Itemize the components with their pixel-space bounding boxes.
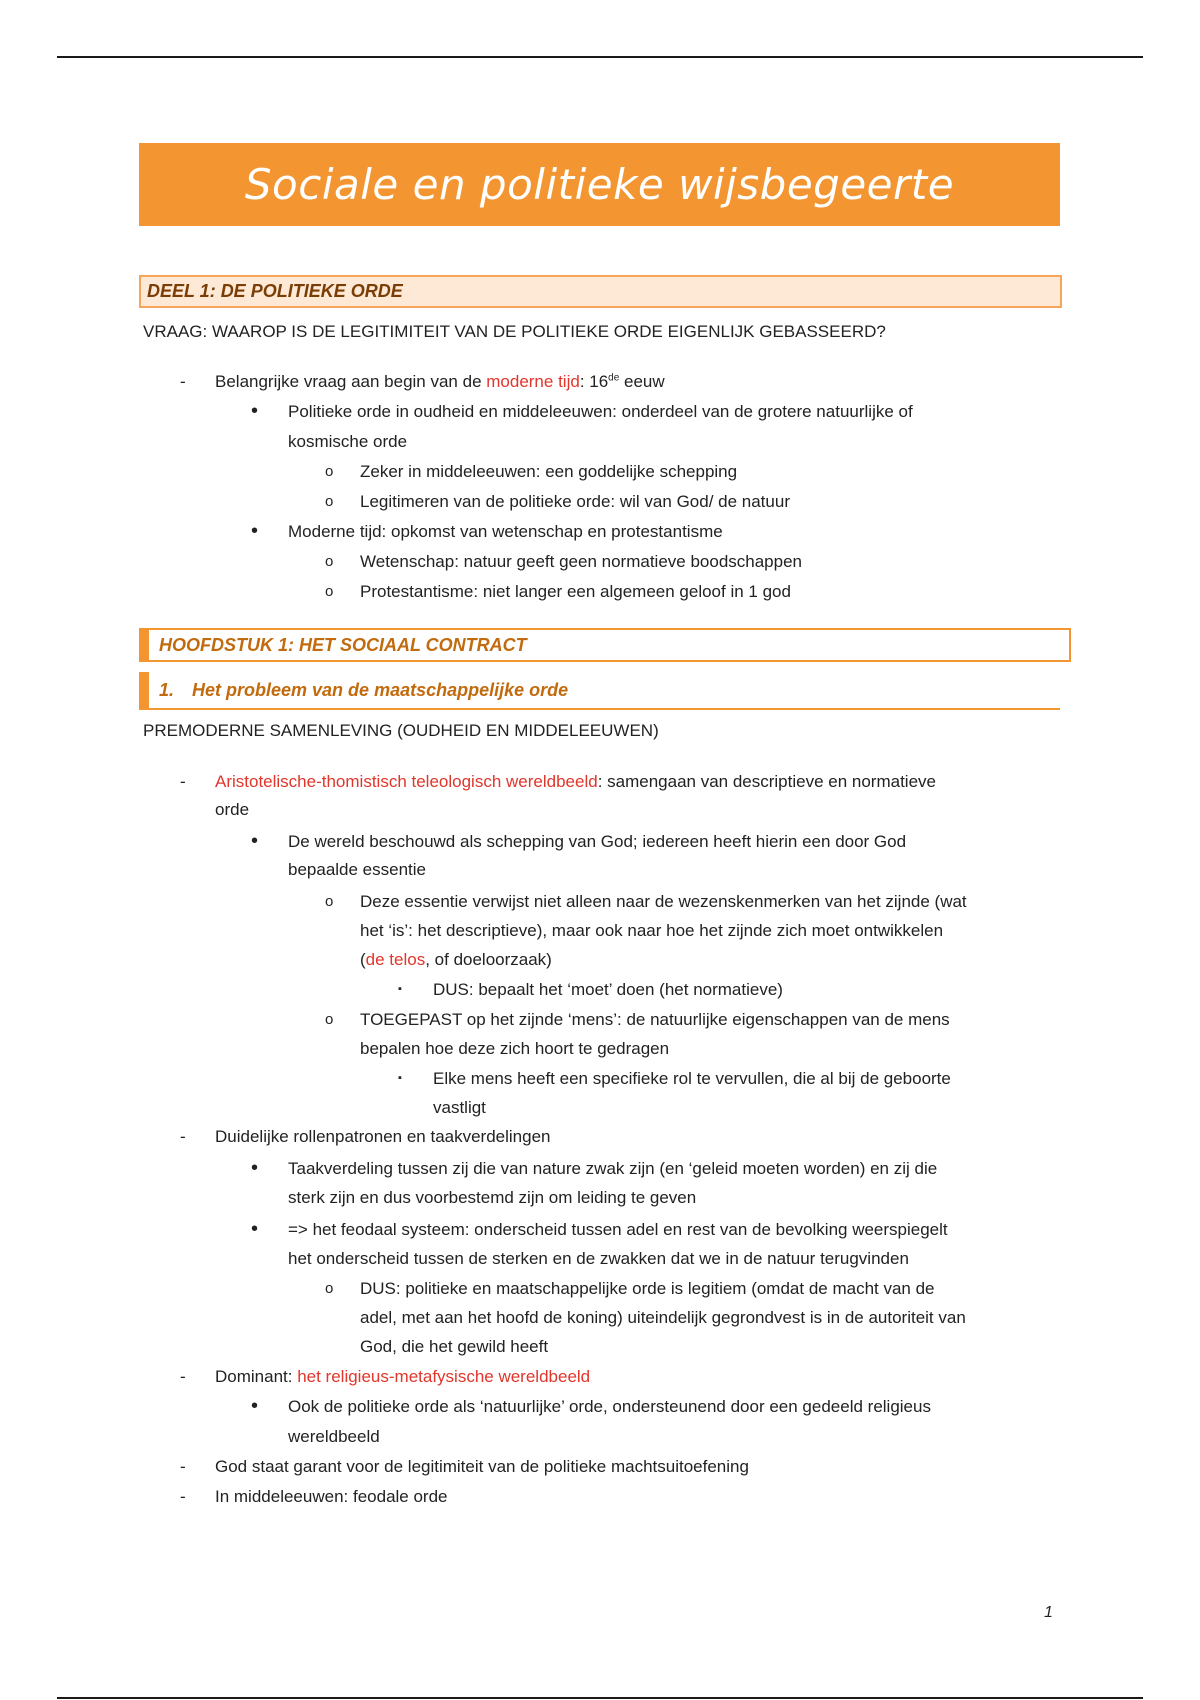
list-item: De wereld beschouwd als schepping van God; iedereen heeft hierin een door God	[288, 832, 907, 851]
page-number: 1	[1044, 1604, 1053, 1621]
list-item-continuation: orde	[215, 800, 250, 819]
question-line: VRAAG: WAAROP IS DE LEGITIMITEIT VAN DE POLITIEKE ORDE EIGENLIJK GEBASSEERD?	[143, 322, 886, 341]
section-heading-text: Het probleem van de maatschappelijke orde	[192, 679, 569, 700]
list-item: Protestantisme: niet langer een algemeen geloof in 1 god	[360, 582, 791, 601]
list-item-continuation: het ‘is’: het descriptieve), maar ook naar hoe het zijnde zich moet ontwikkelen	[360, 921, 944, 940]
list-item: DUS: politieke en maatschappelijke orde is legitiem (omdat de macht van de	[360, 1279, 935, 1298]
bullet-marker: •	[251, 1395, 259, 1417]
list-item-continuation: het onderscheid tussen de sterken en de zwakken dat we in de natuur terugvinden	[288, 1249, 909, 1268]
text-fragment: , of doeloorzaak)	[425, 950, 552, 969]
list-item-continuation: sterk zijn en dus voorbestemd zijn om leiding te geven	[288, 1188, 697, 1207]
section-number: 1.	[159, 679, 175, 700]
list-item	[215, 367, 665, 396]
section-heading	[139, 672, 1060, 710]
list-item	[215, 767, 936, 796]
bullet-marker: •	[251, 1218, 259, 1240]
circle-marker: o	[325, 893, 334, 910]
list-item-continuation: God, die het gewild heeft	[360, 1337, 549, 1356]
circle-marker: o	[325, 463, 334, 480]
square-marker: ▪	[398, 983, 402, 995]
part-heading	[139, 275, 1062, 308]
list-item: Deze essentie verwijst niet alleen naar de wezenskenmerken van het zijnde (wat	[360, 892, 967, 911]
title-banner	[139, 143, 1060, 226]
list-item: God staat garant voor de legitimiteit van de politieke machtsuitoefening	[215, 1457, 749, 1476]
footer-rule	[57, 1697, 1143, 1699]
list-item: Elke mens heeft een specifieke rol te vervullen, die al bij de geboorte	[433, 1069, 951, 1088]
list-item-continuation	[360, 945, 552, 974]
bullet-marker: •	[251, 830, 259, 852]
list-item	[215, 1362, 590, 1391]
dash-marker: -	[180, 1487, 186, 1506]
dash-marker: -	[180, 1367, 186, 1386]
circle-marker: o	[325, 493, 334, 510]
highlighted-term: moderne tijd	[486, 372, 580, 391]
list-item: Politieke orde in oudheid en middeleeuwen: onderdeel van de grotere natuurlijke of	[288, 402, 913, 421]
dash-marker: -	[180, 1457, 186, 1476]
circle-marker: o	[325, 1280, 334, 1297]
subheading: PREMODERNE SAMENLEVING (OUDHEID EN MIDDELEEUWEN)	[143, 721, 659, 740]
highlighted-term: de telos	[365, 950, 426, 969]
list-item: => het feodaal systeem: onderscheid tussen adel en rest van de bevolking weerspiegelt	[288, 1220, 948, 1239]
list-item-continuation: adel, met aan het hoofd de koning) uiteindelijk gegrondvest is in de autoriteit van	[360, 1308, 966, 1327]
text-fragment: : 16	[579, 372, 609, 391]
text-fragment: Dominant:	[215, 1367, 298, 1386]
list-item-continuation: kosmische orde	[288, 432, 408, 451]
chapter-heading-text: HOOFDSTUK 1: HET SOCIAAL CONTRACT	[159, 634, 527, 655]
list-item: Moderne tijd: opkomst van wetenschap en protestantisme	[288, 522, 723, 541]
dash-marker: -	[180, 372, 186, 391]
list-item: TOEGEPAST op het zijnde ‘mens’: de natuurlijke eigenschappen van de mens	[360, 1010, 950, 1029]
circle-marker: o	[325, 583, 334, 600]
dash-marker: -	[180, 1127, 186, 1146]
bullet-marker: •	[251, 1157, 259, 1179]
list-item: Taakverdeling tussen zij die van nature zwak zijn (en ‘geleid moeten worden) en zij die	[288, 1159, 938, 1178]
dash-marker: -	[180, 772, 186, 791]
list-item: Duidelijke rollenpatronen en taakverdelingen	[215, 1127, 551, 1146]
list-item: Legitimeren van de politieke orde: wil van God/ de natuur	[360, 492, 790, 511]
text-fragment: (	[360, 950, 366, 969]
list-item: Zeker in middeleeuwen: een goddelijke schepping	[360, 462, 738, 481]
part-heading-text: DEEL 1: DE POLITIEKE ORDE	[147, 281, 403, 301]
list-item-continuation: bepaalde essentie	[288, 860, 427, 879]
text-fragment: eeuw	[619, 372, 665, 391]
list-item: In middeleeuwen: feodale orde	[215, 1487, 448, 1506]
list-item-continuation: wereldbeeld	[288, 1427, 380, 1446]
list-item: DUS: bepaalt het ‘moet’ doen (het normatieve)	[433, 980, 783, 999]
document-title: Sociale en politieke wijsbegeerte	[244, 160, 955, 209]
list-item-continuation: bepalen hoe deze zich hoort te gedragen	[360, 1039, 670, 1058]
list-item: Ook de politieke orde als ‘natuurlijke’ orde, ondersteunend door een gedeeld religieus	[288, 1397, 931, 1416]
text-fragment: : samengaan van descriptieve en normatieve	[597, 772, 936, 791]
circle-marker: o	[325, 1011, 334, 1028]
chapter-heading	[139, 628, 1071, 662]
list-item: Wetenschap: natuur geeft geen normatieve boodschappen	[360, 552, 802, 571]
bullet-marker: •	[251, 520, 259, 542]
circle-marker: o	[325, 553, 334, 570]
text-fragment: Belangrijke vraag aan begin van de	[215, 372, 487, 391]
square-marker: ▪	[398, 1072, 402, 1084]
header-rule	[57, 56, 1143, 58]
highlighted-term: Aristotelische-thomistisch teleologisch wereldbeeld	[215, 772, 598, 791]
bullet-marker: •	[251, 400, 259, 422]
list-item-continuation: vastligt	[433, 1098, 486, 1117]
superscript: de	[608, 372, 620, 384]
highlighted-term: het religieus-metafysische wereldbeeld	[297, 1367, 591, 1386]
